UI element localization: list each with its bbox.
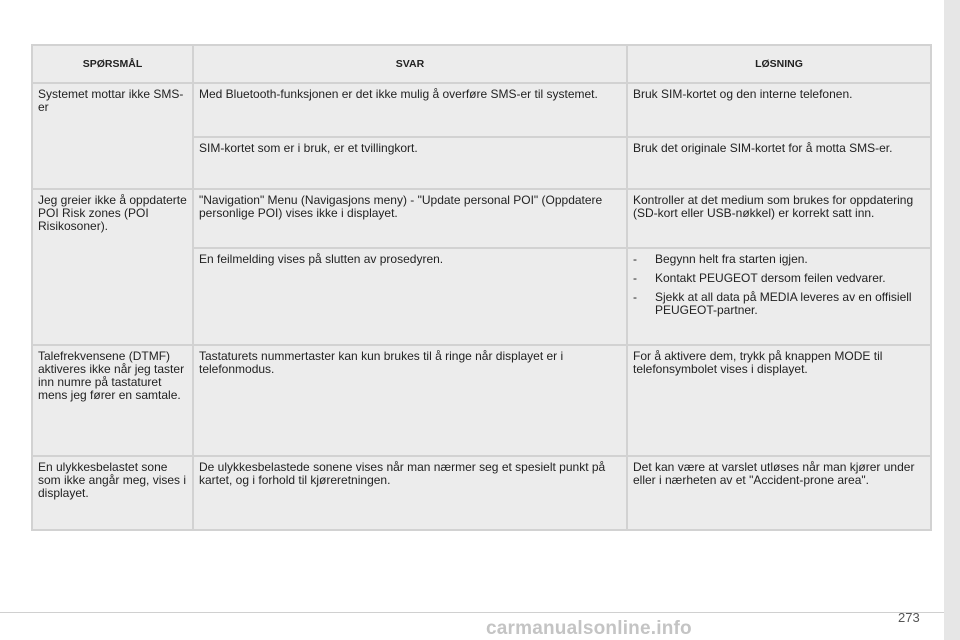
solution-cell [627, 248, 931, 345]
solution-cell: Bruk SIM-kortet og den interne telefonen. [627, 83, 931, 137]
answer-cell: En feilmelding vises på slutten av prosedyren. [193, 248, 627, 345]
question-cell: Talefrekvensene (DTMF) aktiveres ikke når jeg taster inn numre på tastaturet mens jeg fører en samtale. [32, 345, 193, 455]
solution-cell: Det kan være at varslet utløses når man kjører under eller i nærheten av et "Accident-prone area". [627, 456, 931, 530]
table-row [32, 189, 931, 247]
header-answer: SVAR [193, 45, 627, 83]
answer-cell: SIM-kortet som er i bruk, er et tvillingkort. [193, 137, 627, 189]
header-solution: LØSNING [627, 45, 931, 83]
bullet-marker: - [633, 251, 637, 266]
table-row [32, 345, 931, 455]
bullet-marker: - [633, 289, 637, 304]
answer-cell: De ulykkesbelastede sonene vises når man nærmer seg et spesielt punkt på kartet, og i forhold til kjøreretningen. [193, 456, 627, 530]
table-header-row [32, 45, 931, 83]
table-row [32, 456, 931, 530]
list-item [633, 253, 925, 266]
answer-cell: Tastaturets nummertaster kan kun brukes til å ringe når displayet er i telefonmodus. [193, 345, 627, 455]
watermark-text: carmanualsonline.info [486, 618, 692, 639]
list-item [633, 291, 925, 317]
bullet-text: Begynn helt fra starten igjen. [655, 251, 808, 266]
solution-bullet-list [633, 253, 925, 317]
question-cell: Jeg greier ikke å oppdaterte POI Risk zones (POI Risikosoner). [32, 189, 193, 345]
bullet-marker: - [633, 270, 637, 285]
footer-rule [0, 612, 944, 613]
header-question: SPØRSMÅL [32, 45, 193, 83]
answer-cell: "Navigation" Menu (Navigasjons meny) - "Update personal POI" (Oppdatere personlige POI) vises ikke i displayet. [193, 189, 627, 247]
table-row [32, 83, 931, 137]
page-edge-strip [944, 0, 960, 640]
solution-cell: Kontroller at det medium som brukes for oppdatering (SD-kort eller USB-nøkkel) er korrekt satt inn. [627, 189, 931, 247]
bullet-text: Kontakt PEUGEOT dersom feilen vedvarer. [655, 270, 886, 285]
troubleshooting-table [31, 44, 932, 531]
bullet-text: Sjekk at all data på MEDIA leveres av en offisiell PEUGEOT-partner. [655, 289, 912, 317]
page-number: 273 [898, 610, 920, 625]
question-cell: En ulykkesbelastet sone som ikke angår meg, vises i displayet. [32, 456, 193, 530]
answer-cell: Med Bluetooth-funksjonen er det ikke mulig å overføre SMS-er til systemet. [193, 83, 627, 137]
question-cell: Systemet mottar ikke SMS-er [32, 83, 193, 189]
solution-cell: For å aktivere dem, trykk på knappen MODE til telefonsymbolet vises i displayet. [627, 345, 931, 455]
list-item [633, 272, 925, 285]
solution-cell: Bruk det originale SIM-kortet for å motta SMS-er. [627, 137, 931, 189]
